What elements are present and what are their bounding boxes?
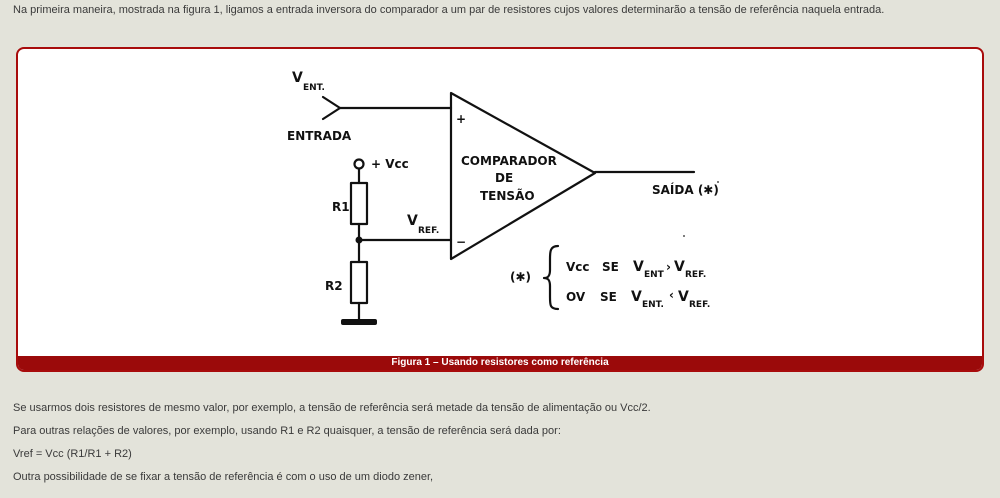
junction-dot bbox=[356, 237, 363, 244]
vcc-label: + Vcc bbox=[371, 157, 409, 171]
cond1-v1: V bbox=[633, 259, 644, 275]
cond2-sub-ref: REF. bbox=[689, 300, 711, 310]
intro-paragraph: Na primeira maneira, mostrada na figura 1, ligamos a entrada inversora do comparador a um par de resistores cujos valores determinarão a tensão de referência naquela entrada. bbox=[13, 4, 885, 16]
vcc-terminal bbox=[355, 160, 364, 169]
resistor-r1 bbox=[351, 183, 367, 224]
vent-label-v: V bbox=[292, 70, 303, 86]
cond1-sub-ref: REF. bbox=[685, 270, 707, 280]
r2-label: R2 bbox=[325, 279, 343, 293]
figure-container bbox=[16, 47, 984, 372]
cond1-sub-ent: ENT bbox=[644, 270, 664, 280]
cond1-v2: V bbox=[674, 259, 685, 275]
circuit-diagram bbox=[18, 49, 982, 370]
cond2-sub-ent: ENT. bbox=[642, 300, 664, 310]
minus-input-label: − bbox=[456, 235, 467, 249]
cond1-vcc: Vcc bbox=[566, 260, 590, 274]
input-arrow bbox=[323, 97, 340, 119]
vent-label-sub: ENT. bbox=[303, 83, 325, 93]
vref-label-sub: REF. bbox=[418, 226, 440, 236]
resistor-r2 bbox=[351, 262, 367, 303]
cond2-lt: ‹ bbox=[669, 288, 674, 302]
cond2-v1: V bbox=[631, 289, 642, 305]
comparator-label-line3: TENSÃO bbox=[480, 189, 535, 203]
saida-label: SAÍDA (✱) bbox=[652, 183, 719, 197]
cond1-se: SE bbox=[602, 260, 619, 274]
formula-vref: Vref = Vcc (R1/R1 + R2) bbox=[13, 448, 132, 460]
note-mark: (✱) bbox=[510, 270, 532, 284]
plus-input-label: + bbox=[456, 112, 467, 126]
paragraph-equal-resistors: Se usarmos dois resistores de mesmo valor, por exemplo, a tensão de referência será metade da tensão de alimentação ou Vcc/2. bbox=[13, 402, 651, 414]
paragraph-other-ratios: Para outras relações de valores, por exemplo, usando R1 e R2 quaisquer, a tensão de referência será dada por: bbox=[13, 425, 561, 437]
cond2-se: SE bbox=[600, 290, 617, 304]
r1-label: R1 bbox=[332, 200, 350, 214]
brace bbox=[544, 246, 558, 309]
comparator-triangle bbox=[451, 93, 595, 259]
comparator-label-line1: COMPARADOR bbox=[461, 154, 557, 168]
vref-label-v: V bbox=[407, 213, 418, 229]
cond1-gt: › bbox=[666, 260, 671, 274]
cond2-v2: V bbox=[678, 289, 689, 305]
figure-caption: Figura 1 – Usando resistores como referência bbox=[18, 356, 982, 370]
cond2-ov: OV bbox=[566, 290, 586, 304]
paragraph-zener: Outra possibilidade de se fixar a tensão de referência é com o uso de um diodo zener, bbox=[13, 471, 434, 483]
ground-bar bbox=[341, 319, 377, 325]
comparator-label-line2: DE bbox=[495, 171, 514, 185]
entrada-label: ENTRADA bbox=[287, 129, 352, 143]
